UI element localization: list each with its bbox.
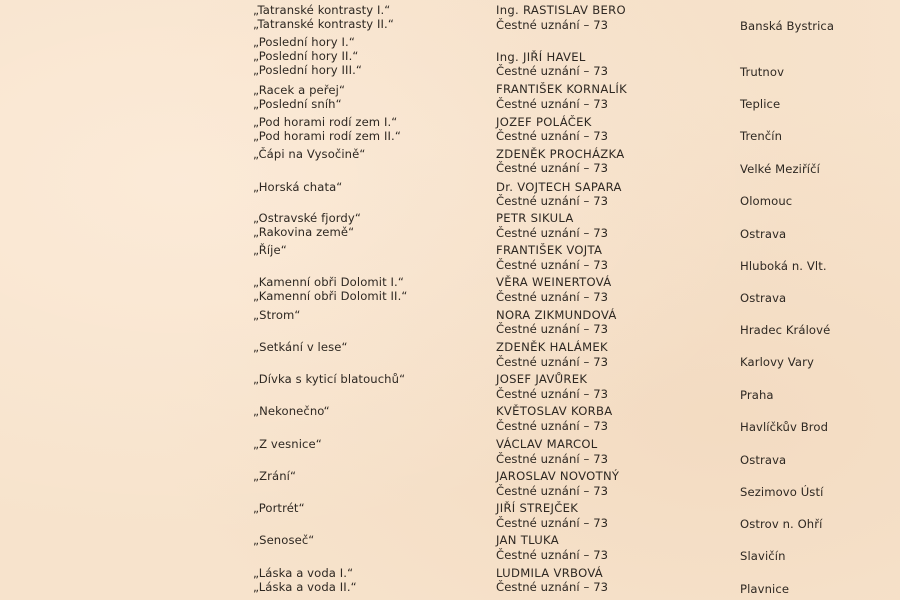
author-name: Ing. JIŘÍ HAVEL xyxy=(496,50,586,64)
author-city: Ostrava xyxy=(740,453,787,467)
author-name: JAROSLAV NOVOTNÝ xyxy=(496,469,620,483)
author-name: JIŘÍ STREJČEK xyxy=(496,501,579,515)
photo-title: „Čápi na Vysočině“ xyxy=(253,147,366,161)
award-label: Čestné uznání – 73 xyxy=(496,194,609,208)
photo-title: „Rakovina země“ xyxy=(253,225,355,239)
author-city: Teplice xyxy=(740,97,781,111)
author-city: Plavnice xyxy=(740,582,790,596)
author-name: JOZEF POLÁČEK xyxy=(496,115,592,129)
author-name: VĚRA WEINERTOVÁ xyxy=(496,275,612,289)
photo-title: „Tatranské kontrasty I.“ xyxy=(253,3,391,17)
award-label: Čestné uznání – 73 xyxy=(496,322,609,336)
author-city: Sezimovo Ústí xyxy=(740,485,824,499)
award-label: Čestné uznání – 73 xyxy=(496,226,609,240)
author-city: Ostrava xyxy=(740,291,787,305)
award-label: Čestné uznání – 73 xyxy=(496,548,609,562)
author-name: KVĚTOSLAV KORBA xyxy=(496,404,613,418)
photo-title: „Racek a peřej“ xyxy=(253,83,346,97)
photo-title: „Nekonečno“ xyxy=(253,404,330,418)
author-name: JOSEF JAVŮREK xyxy=(496,372,588,386)
photo-title: „Portrét“ xyxy=(253,501,305,515)
author-name: ZDENĚK PROCHÁZKA xyxy=(496,147,625,161)
photo-title: „Zrání“ xyxy=(253,469,297,483)
author-city: Havlíčkův Brod xyxy=(740,420,829,434)
author-name: Ing. RASTISLAV BERO xyxy=(496,3,626,17)
author-city: Olomouc xyxy=(740,194,793,208)
photo-title: „Kamenní obři Dolomit II.“ xyxy=(253,289,408,303)
photo-title: „Poslední sníh“ xyxy=(253,97,342,111)
author-city: Hluboká n. Vlt. xyxy=(740,259,827,273)
author-name: Dr. VOJTECH SAPARA xyxy=(496,180,622,194)
author-name: JAN TLUKA xyxy=(496,533,559,547)
author-city: Velké Meziříčí xyxy=(740,162,820,176)
award-label: Čestné uznání – 73 xyxy=(496,355,609,369)
author-name: FRANTIŠEK VOJTA xyxy=(496,243,603,257)
award-label: Čestné uznání – 73 xyxy=(496,129,609,143)
photo-title: „Poslední hory II.“ xyxy=(253,49,359,63)
photo-title: „Strom“ xyxy=(253,308,301,322)
award-label: Čestné uznání – 73 xyxy=(496,387,609,401)
award-label: Čestné uznání – 73 xyxy=(496,580,609,594)
photo-title: „Láska a voda I.“ xyxy=(253,566,354,580)
award-label: Čestné uznání – 73 xyxy=(496,161,609,175)
photo-title: „Horská chata“ xyxy=(253,180,343,194)
photo-title: „Senoseč“ xyxy=(253,533,315,547)
author-name: LUDMILA VRBOVÁ xyxy=(496,566,604,580)
photo-title: „Z vesnice“ xyxy=(253,437,322,451)
photo-title: „Poslední hory I.“ xyxy=(253,35,355,49)
author-name: ZDENĚK HALÁMEK xyxy=(496,340,608,354)
author-city: Trenčín xyxy=(740,129,783,143)
author-city: Ostrava xyxy=(740,227,787,241)
author-name: NORA ZIKMUNDOVÁ xyxy=(496,308,617,322)
photo-title: „Setkání v lese“ xyxy=(253,340,348,354)
award-label: Čestné uznání – 73 xyxy=(496,64,609,78)
photo-title: „Láska a voda II.“ xyxy=(253,580,357,594)
award-label: Čestné uznání – 73 xyxy=(496,18,609,32)
photo-title: „Poslední hory III.“ xyxy=(253,63,362,77)
award-label: Čestné uznání – 73 xyxy=(496,290,609,304)
author-city: Banská Bystrica xyxy=(740,19,835,33)
author-name: VÁCLAV MARCOL xyxy=(496,437,598,451)
award-label: Čestné uznání – 73 xyxy=(496,419,609,433)
award-label: Čestné uznání – 73 xyxy=(496,516,609,530)
author-city: Karlovy Vary xyxy=(740,355,814,369)
author-city: Praha xyxy=(740,388,774,402)
award-label: Čestné uznání – 73 xyxy=(496,258,609,272)
author-city: Slavičín xyxy=(740,549,786,563)
photo-title: „Tatranské kontrasty II.“ xyxy=(253,17,394,31)
author-name: FRANTIŠEK KORNALÍK xyxy=(496,82,627,96)
photo-title: „Pod horami rodí zem I.“ xyxy=(253,115,398,129)
author-name: PETR SIKULA xyxy=(496,211,574,225)
photo-title: „Pod horami rodí zem II.“ xyxy=(253,129,401,143)
photo-title: „Kamenní obři Dolomit I.“ xyxy=(253,275,404,289)
award-label: Čestné uznání – 73 xyxy=(496,484,609,498)
photo-title: „Dívka s kyticí blatouchů“ xyxy=(253,372,406,386)
award-label: Čestné uznání – 73 xyxy=(496,452,609,466)
photo-title: „Říje“ xyxy=(253,243,287,257)
award-label: Čestné uznání – 73 xyxy=(496,97,609,111)
author-city: Trutnov xyxy=(740,65,785,79)
author-city: Hradec Králové xyxy=(740,323,831,337)
author-city: Ostrov n. Ohří xyxy=(740,517,823,531)
photo-title: „Ostravské fjordy“ xyxy=(253,211,361,225)
